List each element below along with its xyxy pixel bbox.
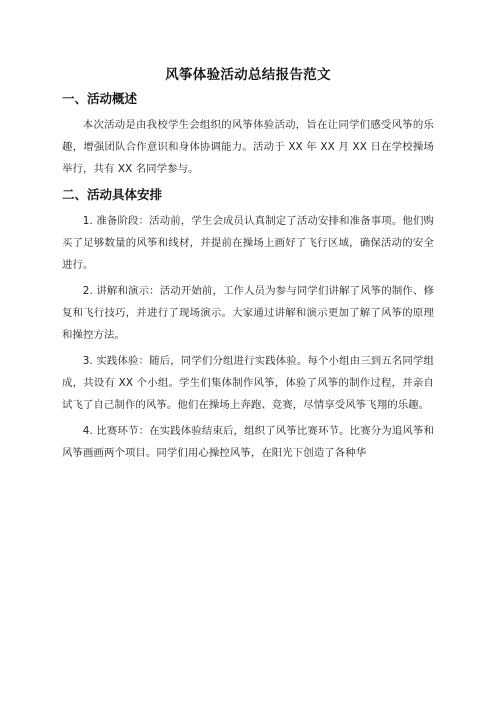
section-overview xyxy=(62,90,434,180)
paragraph: 本次活动是由我校学生会组织的风筝体验活动，旨在让同学们感受风筝的乐趣，增强团队合作意识和身体协调能力。活动于 XX 年 XX 月 XX 日在学校操场举行，共有 XX 名同学参与。 xyxy=(62,119,434,175)
paragraph: 4. 比赛环节：在实践体验结束后，组织了风筝比赛环节。比赛分为追风筝和风筝画画两个项目。同学们用心操控风筝，在阳光下创造了各种华 xyxy=(62,425,434,459)
section-heading: 一、活动概述 xyxy=(62,91,138,106)
paragraph: 1. 准备阶段：活动前，学生会成员认真制定了活动安排和准备事项。他们购买了足够数量的风筝和线材，并提前在操场上画好了飞行区域，确保活动的安全进行。 xyxy=(62,215,434,271)
document-title: 风筝体验活动总结报告范文 xyxy=(165,67,331,83)
section-heading: 二、活动具体安排 xyxy=(62,187,163,202)
paragraph: 3. 实践体验：随后，同学们分组进行实践体验。每个小组由三到五名同学组成，共设有 XX 个小组。学生们集体制作风筝，体验了风筝的制作过程，并亲自试飞了自己制作的风筝。他们在操场上奔跑、竞赛，尽情享受风筝飞翔的乐趣。 xyxy=(62,355,434,411)
section-arrangements xyxy=(62,186,434,464)
paragraph: 2. 讲解和演示：活动开始前，工作人员为参与同学们讲解了风筝的制作、修复和飞行技巧，并进行了现场演示。大家通过讲解和演示更加了解了风筝的原理和操控方法。 xyxy=(62,285,434,341)
